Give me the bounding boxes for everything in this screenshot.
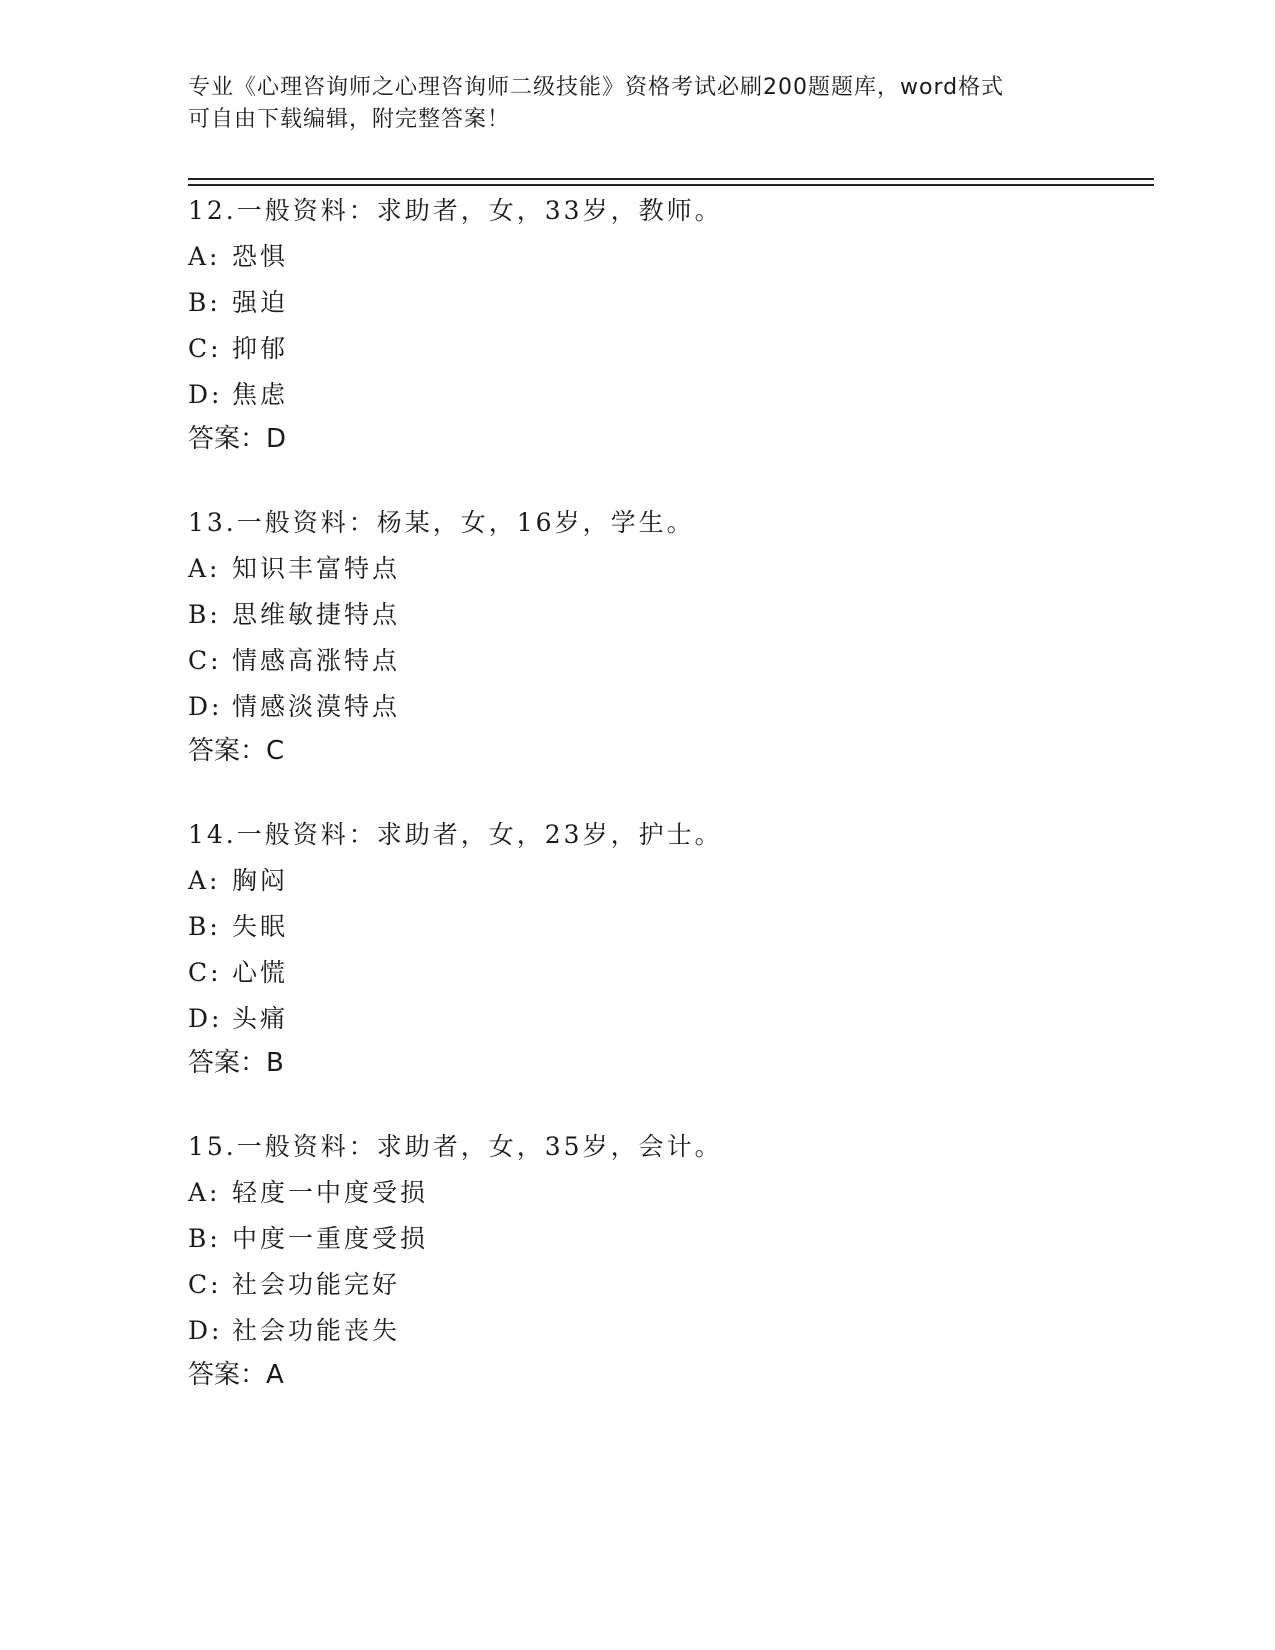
option-text: 知识丰富特点	[232, 554, 401, 583]
option-a	[188, 554, 1148, 584]
option-letter: B:	[188, 912, 221, 941]
option-d	[188, 380, 1148, 410]
option-letter: D:	[188, 1004, 223, 1033]
option-text: 情感高涨特点	[232, 646, 401, 675]
option-letter: A:	[188, 1178, 221, 1207]
option-list	[188, 1178, 1148, 1346]
option-text: 失眠	[232, 912, 289, 941]
option-c	[188, 334, 1148, 364]
option-d	[188, 692, 1148, 722]
option-text: 轻度一中度受损	[232, 1178, 429, 1207]
option-text: 思维敏捷特点	[232, 600, 401, 629]
header-divider-top	[188, 178, 1154, 180]
option-text: 焦虑	[232, 380, 289, 409]
option-text: 抑郁	[232, 334, 289, 363]
option-a	[188, 1178, 1148, 1208]
option-text: 胸闷	[232, 866, 289, 895]
question-13	[188, 508, 1148, 766]
option-letter: C:	[188, 646, 222, 675]
question-title: 14.一般资料：求助者，女，23岁，护士。	[188, 820, 723, 849]
question-14	[188, 820, 1148, 1078]
header-divider-bottom	[188, 184, 1154, 186]
option-a	[188, 866, 1148, 896]
answer-label: 答案：A	[188, 1360, 284, 1390]
question-title: 13.一般资料：杨某，女，16岁，学生。	[188, 508, 695, 537]
option-c	[188, 958, 1148, 988]
option-text: 头痛	[232, 1004, 289, 1033]
option-letter: D:	[188, 380, 223, 409]
option-text: 社会功能丧失	[232, 1316, 401, 1345]
question-12	[188, 196, 1148, 454]
option-text: 恐惧	[232, 242, 289, 271]
option-letter: A:	[188, 866, 221, 895]
option-text: 情感淡漠特点	[232, 692, 401, 721]
option-letter: D:	[188, 692, 223, 721]
document-header	[188, 72, 1088, 136]
option-a	[188, 242, 1148, 272]
option-b	[188, 1224, 1148, 1254]
option-b	[188, 288, 1148, 318]
option-letter: B:	[188, 1224, 221, 1253]
option-letter: C:	[188, 334, 222, 363]
header-line-1: 专业《心理咨询师之心理咨询师二级技能》资格考试必刷200题题库，word格式	[188, 75, 1005, 100]
option-c	[188, 646, 1148, 676]
option-b	[188, 912, 1148, 942]
option-letter: B:	[188, 288, 221, 317]
option-d	[188, 1316, 1148, 1346]
answer-label: 答案：C	[188, 736, 285, 766]
option-letter: B:	[188, 600, 221, 629]
answer-label: 答案：D	[188, 424, 287, 454]
question-title: 15.一般资料：求助者，女，35岁，会计。	[188, 1132, 723, 1161]
question-15	[188, 1132, 1148, 1390]
option-text: 社会功能完好	[232, 1270, 401, 1299]
option-text: 心慌	[232, 958, 289, 987]
option-list	[188, 242, 1148, 410]
option-text: 强迫	[232, 288, 289, 317]
option-b	[188, 600, 1148, 630]
option-letter: C:	[188, 1270, 222, 1299]
option-list	[188, 554, 1148, 722]
question-title: 12.一般资料：求助者，女，33岁，教师。	[188, 196, 723, 225]
option-c	[188, 1270, 1148, 1300]
header-line-2: 可自由下载编辑，附完整答案！	[188, 107, 511, 132]
option-text: 中度一重度受损	[232, 1224, 429, 1253]
option-letter: D:	[188, 1316, 223, 1345]
answer-label: 答案：B	[188, 1048, 284, 1078]
option-list	[188, 866, 1148, 1034]
option-letter: C:	[188, 958, 222, 987]
option-d	[188, 1004, 1148, 1034]
option-letter: A:	[188, 242, 221, 271]
option-letter: A:	[188, 554, 221, 583]
